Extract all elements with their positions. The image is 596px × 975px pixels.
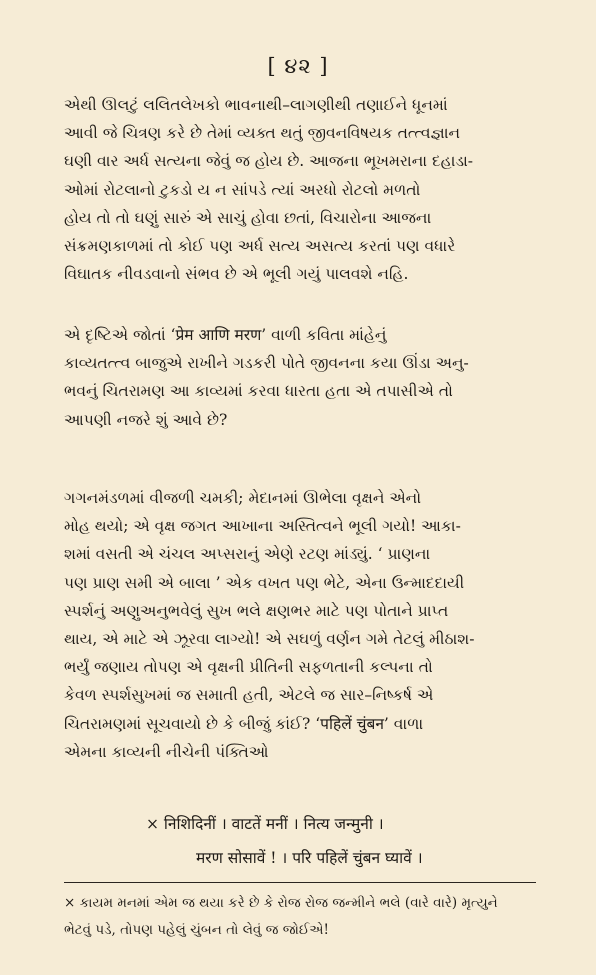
verse-line-2: मरण सोसावें ! । परि पहिलें चुंबन घ्यावें । — [196, 849, 423, 867]
verse-line-1: × निशिदिनीं । वाटतें मनीं । नित्य जन्मुनी । — [146, 815, 384, 833]
paragraph-line: પણ પ્રાણ સમી એ બાલા ’ એક વખત પણ ભેટે, એના ઉન્માદદાયી — [64, 573, 465, 592]
paragraph-line: ઓમાં રોટલાનો ટુકડો ય ન સાંપડે ત્યાં અરધો રોટલો મળતો — [64, 180, 421, 199]
paragraph-line: સંક્રમણકાળમાં તો કોઈ પણ અર્ધ સત્ય અસત્ય કરતાં પણ વધારે — [64, 237, 456, 256]
footnote-line: × કાયમ મનમાં એમ જ થયા કરે છે કે રોજ રોજ જન્મીને ભલે (વારે વારે) મૃત્યુને — [64, 895, 498, 911]
paragraph-line: વિઘાતક નીવડવાનો સંભવ છે એ ભૂલી ગયું પાલવશે નહિ. — [64, 265, 409, 284]
paragraph-line: થાય, એ માટે એ ઝૂરવા લાગ્યો! એ સઘળું વર્ણન ગમે તેટલું મીઠાશ- — [64, 630, 475, 649]
paragraph-line: ગગનમંડળમાં વીજળી ચમકી; મેદાનમાં ઊભેલા વૃક્ષને એનો — [64, 489, 422, 507]
page-number: [ ૪૨ ] — [267, 54, 329, 78]
footnote-line: ભેટવું પડે, તોપણ પહેલું ચુંબન તો લેવું જ જોઈએ! — [64, 922, 329, 938]
paragraph-2 — [64, 321, 524, 434]
paragraph-line: સ્પર્શનું અણુઅનુભવેલું સુખ ભલે ક્ષણભર માટે પણ પોતાને પ્રાપ્ત — [64, 601, 449, 620]
paragraph-line: શમાં વસતી એ ચંચલ અપ્સરાનું એણે રટણ માંડ્યું. ‘ પ્રાણના — [64, 545, 431, 564]
paragraph-line: એ દૃષ્ટિએ જોતાં ‘प्रेम आणि मरण’ વાળી કવિતા માંહેનું — [64, 326, 387, 344]
paragraph-line: ઘણી વાર અર્ધ સત્યના જેવું જ હોય છે. આજના ભૂખમરાના દહાડા- — [64, 152, 474, 171]
footnote — [64, 890, 536, 944]
footnote-divider — [64, 882, 536, 883]
paragraph-line: ભર્યું જણાય તોપણ એ વૃક્ષની પ્રીતિની સફળતાની કલ્પના તો — [64, 658, 433, 677]
paragraph-line: કેવળ સ્પર્શસુખમાં જ સમાતી હતી, એટલે જ સાર–નિષ્કર્ષ એ — [64, 686, 434, 705]
paragraph-line: મોહ થયો; એ વૃક્ષ જગત આખાના અસ્તિત્વને ભૂલી ગયો! આકા- — [64, 517, 461, 536]
paragraph-line: એથી ઊલટું લલિતલેખકો ભાવનાથી–લાગણીથી તણાઈને ધૂનમાં — [64, 96, 448, 114]
paragraph-line: આવી જે ચિત્રણ કરે છે તેમાં વ્યક્ત થતું જીવનવિષયક તત્ત્વજ્ઞાન — [64, 124, 461, 143]
paragraph-line: કાવ્યતત્ત્વ બાજુએ રાખીને ગડકરી પોતે જીવનના કયા ઊંડા અનુ- — [64, 354, 469, 373]
paragraph-line: આપણી નજરે શું આવે છે? — [64, 410, 228, 429]
paragraph-1 — [64, 91, 524, 288]
paragraph-line: ચિતરામણમાં સૂચવાયો છે કે બીજું કાંઈ? ‘पहिलें चुंबन’ વાળા — [64, 714, 424, 733]
paragraph-line: ભવનું ચિતરામણ આ કાવ્યમાં કરવા ધારતા હતા એ તપાસીએ તો — [64, 382, 453, 401]
paragraph-line: એમના કાવ્યની નીચેની પંક્તિઓ — [64, 742, 269, 761]
paragraph-line: હોય તો તો ઘણું સારું એ સાચું હોવા છતાં, વિચારોના આજના — [64, 208, 432, 227]
paragraph-3 — [64, 484, 524, 766]
